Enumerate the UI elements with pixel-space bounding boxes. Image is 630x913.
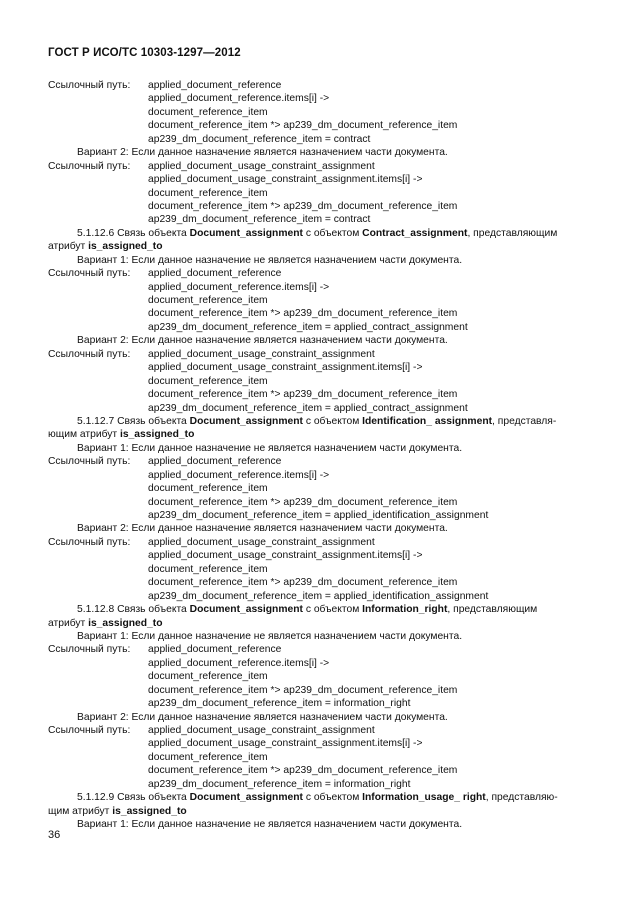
reference-path-continuation: ap239_dm_document_reference_item = applied_identification_assignment <box>148 510 489 521</box>
variant-line: Вариант 1: Если данное назначение не является назначением части документа. <box>77 630 463 642</box>
heading-text: с объектом <box>302 227 363 239</box>
attribute-name: is_assigned_to <box>119 429 195 441</box>
reference-path-continuation: applied_document_usage_constraint_assignment.items[i] -> <box>148 550 423 562</box>
reference-path-continuation: document_reference_item <box>148 106 268 118</box>
reference-path-continuation: applied_document_usage_constraint_assignment.items[i] -> <box>148 738 423 750</box>
reference-path-text: applied_document_usage_constraint_assignment <box>148 536 375 548</box>
section-heading-continuation <box>48 428 588 441</box>
reference-path-continuation: document_reference_item *> ap239_dm_document_reference_item <box>148 308 458 320</box>
reference-path-label: Ссылочный путь: <box>48 456 131 468</box>
reference-path-continuation: document_reference_item *> ap239_dm_document_reference_item <box>148 120 458 132</box>
reference-path-continuation: ap239_dm_document_reference_item = information_right <box>148 698 411 710</box>
heading-text: ющим атрибут <box>48 429 120 441</box>
reference-path-continuation: ap239_dm_document_reference_item = contract <box>148 133 371 145</box>
variant-line: Вариант 2: Если данное назначение является назначением части документа. <box>77 711 448 723</box>
reference-path-text: applied_document_reference <box>148 80 282 91</box>
variant-line: Вариант 1: Если данное назначение не является назначением части документа. <box>77 254 463 266</box>
reference-path-line <box>48 267 588 280</box>
reference-path-continuation: document_reference_item *> ap239_dm_document_reference_item <box>148 200 458 212</box>
entity-name: Information_usage_ right <box>362 792 486 804</box>
section-heading <box>48 415 588 428</box>
reference-path-line <box>48 79 588 92</box>
reference-path-line <box>48 724 588 737</box>
reference-path-continuation: document_reference_item <box>148 483 268 495</box>
variant-line: Вариант 2: Если данное назначение является назначением части документа. <box>77 147 448 159</box>
document-header: ГОСТ Р ИСО/ТС 10303-1297—2012 <box>48 47 241 59</box>
reference-path-line <box>48 643 588 656</box>
variant-line: Вариант 2: Если данное назначение является назначением части документа. <box>77 335 448 347</box>
heading-text: атрибут <box>48 241 89 253</box>
reference-path-continuation: document_reference_item <box>148 563 268 575</box>
reference-path-continuation: document_reference_item <box>148 375 268 387</box>
entity-name: Contract_assignment <box>362 227 468 239</box>
reference-path-text: applied_document_usage_constraint_assignment <box>148 725 375 736</box>
attribute-name: is_assigned_to <box>112 805 187 817</box>
heading-text: , представляющим <box>467 227 558 239</box>
reference-path-continuation: applied_document_usage_constraint_assignment.items[i] -> <box>148 362 423 374</box>
entity-name: Identification_ assignment <box>362 415 493 427</box>
reference-path-continuation: applied_document_usage_constraint_assignment.items[i] -> <box>148 174 423 186</box>
variant-line: Вариант 1: Если данное назначение не является назначением части документа. <box>77 819 463 831</box>
section-heading-continuation <box>48 805 588 818</box>
reference-path-line <box>48 455 588 468</box>
reference-path-text: applied_document_reference <box>148 644 282 656</box>
heading-text: 5.1.12.7 Связь объекта <box>77 415 190 427</box>
reference-path-label: Ссылочный путь: <box>48 268 131 280</box>
entity-name: Information_right <box>362 604 448 616</box>
heading-text: 5.1.12.8 Связь объекта <box>77 604 190 616</box>
attribute-name: is_assigned_to <box>88 617 163 629</box>
variant-line: Вариант 2: Если данное назначение является назначением части документа. <box>77 523 448 535</box>
reference-path-continuation: document_reference_item *> ap239_dm_document_reference_item <box>148 577 458 589</box>
reference-path-continuation: applied_document_reference.items[i] -> <box>148 469 330 481</box>
reference-path-continuation: ap239_dm_document_reference_item = applied_contract_assignment <box>148 321 468 333</box>
heading-text: 5.1.12.9 Связь объекта <box>77 792 190 804</box>
reference-path-continuation: document_reference_item <box>148 751 268 763</box>
section-heading <box>48 791 588 804</box>
reference-path-line <box>48 160 588 173</box>
reference-path-continuation: document_reference_item *> ap239_dm_document_reference_item <box>148 765 458 777</box>
reference-path-continuation: document_reference_item *> ap239_dm_document_reference_item <box>148 684 458 696</box>
reference-path-continuation: ap239_dm_document_reference_item = contract <box>148 214 371 226</box>
heading-text: щим атрибут <box>48 805 113 817</box>
heading-text: атрибут <box>48 617 89 629</box>
reference-path-line <box>48 536 588 549</box>
heading-text: с объектом <box>302 604 363 616</box>
reference-path-continuation: ap239_dm_document_reference_item = applied_contract_assignment <box>148 402 468 414</box>
page-number: 36 <box>48 829 61 841</box>
heading-text: , представля- <box>492 415 557 427</box>
heading-text: с объектом <box>302 792 363 804</box>
entity-name: Document_assignment <box>189 792 303 804</box>
reference-path-continuation: document_reference_item *> ap239_dm_document_reference_item <box>148 389 458 401</box>
variant-line: Вариант 1: Если данное назначение не является назначением части документа. <box>77 442 463 454</box>
reference-path-line <box>48 348 588 361</box>
heading-text: с объектом <box>302 415 363 427</box>
reference-path-continuation: applied_document_reference.items[i] -> <box>148 281 330 293</box>
section-heading-continuation <box>48 240 588 253</box>
reference-path-continuation: document_reference_item <box>148 295 268 306</box>
reference-path-label: Ссылочный путь: <box>48 725 131 736</box>
reference-path-continuation: ap239_dm_document_reference_item = applied_identification_assignment <box>148 590 489 602</box>
heading-text: , представляющим <box>447 604 538 616</box>
heading-text: , представляю- <box>485 792 558 804</box>
section-heading <box>48 603 588 616</box>
reference-path-continuation: ap239_dm_document_reference_item = information_right <box>148 778 411 790</box>
reference-path-continuation: applied_document_reference.items[i] -> <box>148 657 330 669</box>
entity-name: Document_assignment <box>189 415 303 427</box>
reference-path-label: Ссылочный путь: <box>48 644 131 656</box>
reference-path-text: applied_document_usage_constraint_assignment <box>148 348 375 360</box>
reference-path-text: applied_document_reference <box>148 268 282 280</box>
reference-path-label: Ссылочный путь: <box>48 348 131 360</box>
section-heading <box>48 227 588 240</box>
reference-path-continuation: applied_document_reference.items[i] -> <box>148 93 330 105</box>
reference-path-text: applied_document_reference <box>148 456 282 468</box>
reference-path-label: Ссылочный путь: <box>48 536 131 548</box>
reference-path-label: Ссылочный путь: <box>48 160 131 172</box>
reference-path-continuation: document_reference_item <box>148 187 268 199</box>
reference-path-text: applied_document_usage_constraint_assignment <box>148 160 375 172</box>
section-heading-continuation <box>48 617 588 630</box>
reference-path-label: Ссылочный путь: <box>48 80 131 91</box>
document-body <box>48 79 588 832</box>
reference-path-continuation: document_reference_item <box>148 671 268 683</box>
heading-text: 5.1.12.6 Связь объекта <box>77 227 190 239</box>
reference-path-continuation: document_reference_item *> ap239_dm_document_reference_item <box>148 496 458 508</box>
entity-name: Document_assignment <box>189 227 303 239</box>
attribute-name: is_assigned_to <box>88 241 163 253</box>
entity-name: Document_assignment <box>189 604 303 616</box>
